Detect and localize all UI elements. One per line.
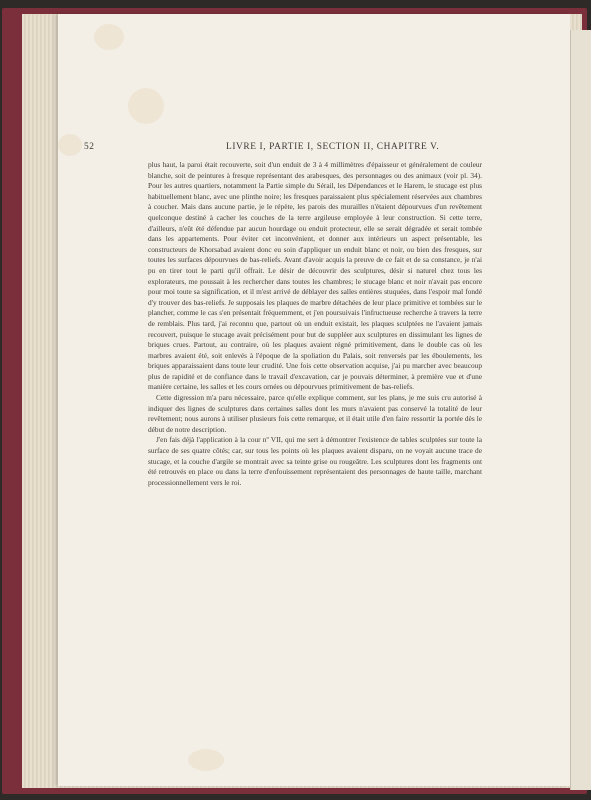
facing-page-edge — [570, 30, 591, 790]
paper-stain — [58, 134, 82, 156]
paragraph: plus haut, la paroi était recouverte, soit d'un enduit de 3 à 4 millimètres d'épaisseur et généralement de couleur blanche, soit de peintures à fresque représentant des arabesques, des personnages ou des animaux (voir pl. 34). Pour les autres quartiers, notamment la Partie simple du Sérail, les Dépendances et le Harem, le stucage est plus habituellement blanc, avec une plinthe noire; les fresques paraissaient plus spécialement réservées aux chambres à coucher. Mais dans aucune partie, je le répète, les parois des murailles n'étaient dépourvues d'un revêtement quelconque destiné à cacher les couches de la terre argileuse employée à leur construction. Si cette terre, d'ailleurs, n'eût été défendue par aucun hourdage ou enduit protecteur, elle se serait dégradée et serait tombée dans les appartements. Pour éviter cet inconvénient, et donner aux intérieurs un aspect présentable, les constructeurs de Khorsabad avaient donc eu soin d'appliquer un enduit blanc et noir, ou bien des fresques, sur toutes les surfaces dépourvues de bas-reliefs. Avant d'avoir acquis la preuve de ce fait et de sa constance, je n'ai pu en tirer tout le parti qu'il offrait. Le désir de découvrir des sculptures, désir si naturel chez tous les explorateurs, me poussait à les rechercher dans toutes les chambres; le stucage blanc et noir n'avait pas encore pour moi toute sa signification, et il m'est arrivé de déblayer des salles entières stuquées, dans l'espoir mal fondé d'y trouver des bas-reliefs. Je supposais les plaques de marbre détachées de leur place primitive et tombées sur le plancher, comme le cas s'en présentait fréquemment, et j'en poursuivais l'infructueuse recherche à travers la terre de remblais. Plus tard, j'ai reconnu que, partout où un enduit existait, les plaques sculptées ne l'avaient jamais recouvert, puisque le stucage avait précisément pour but de suppléer aux sculptures en dissimulant les lignes de briques crues. Partout, au contraire, où les plaques avaient régné primitivement, dans le double cas où les marbres avaient été, soit enlevés à l'époque de la spoliation du Palais, soit renversés par les éboulements, les briques apparaissaient dans toute leur crudité. Une fois cette observation acquise, j'ai pu marcher avec beaucoup plus de rapidité et de confiance dans le travail d'excavation, car je pouvais déterminer, à première vue et d'une manière certaine, les salles et les cours ornées ou dépourvues primitivement de bas-reliefs. — [148, 160, 482, 392]
paper-stain — [128, 88, 164, 124]
running-header — [84, 142, 484, 156]
paragraph: J'en fais déjà l'application à la cour nº VII, qui me sert à démontrer l'existence de tables sculptées sur toute la surface de ses quatre côtés; car, sur tous les points où les plaques avaient disparu, on ne voyait aucune trace de stucage, et la couche d'argile se montrait avec sa teinte grise ou rougeâtre. Les sculptures dont les fragments ont été retrouvés en place ou dans la terre d'enfouissement représentaient des personnages de haute taille, marchant processionnellement vers le roi. — [148, 435, 482, 487]
page-number: 52 — [84, 142, 95, 152]
paragraph: Cette digression m'a paru nécessaire, parce qu'elle explique comment, sur les plans, je me suis cru autorisé à indiquer des lignes de sculptures dans certaines salles dont les murs n'avaient pas conservé la totalité de leur revêtement; nous aurons à utiliser plusieurs fois cette remarque, et il était utile d'en faire ressortir la portée dès le début de notre description. — [148, 393, 482, 434]
running-title: LIVRE I, PARTIE I, SECTION II, CHAPITRE V. — [226, 142, 440, 152]
paper-stain — [188, 749, 224, 771]
body-text — [148, 160, 482, 488]
paper-stain — [94, 24, 124, 50]
